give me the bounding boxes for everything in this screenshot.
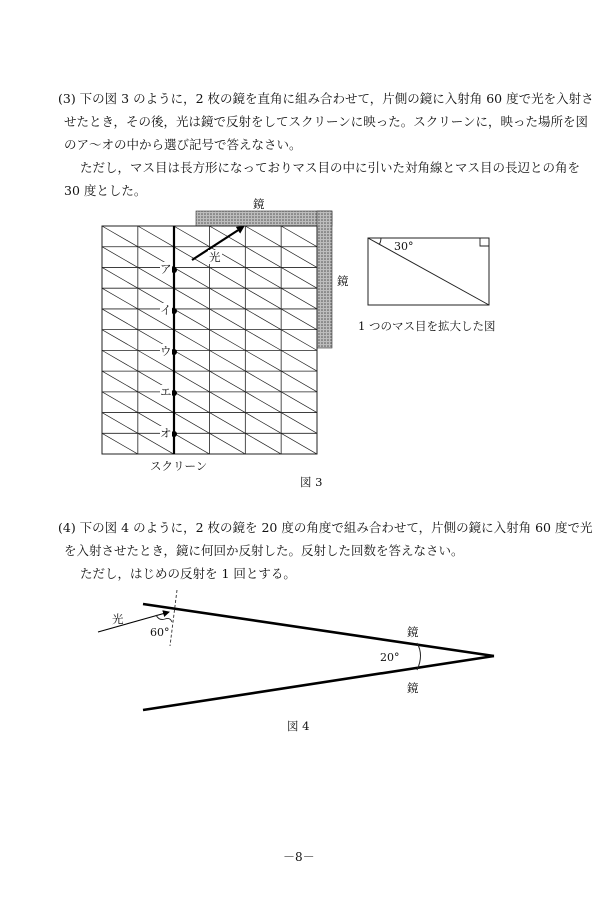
label-i: イ bbox=[160, 303, 172, 317]
label-u: ウ bbox=[160, 344, 172, 358]
vertex-angle-label: 20° bbox=[380, 651, 400, 664]
q3-line-1: (3) 下の図 3 のように，2 枚の鏡を直角に組み合わせて，片側の鏡に入射角 60 度で光を入射さ bbox=[58, 91, 594, 106]
figure-3-caption: 図 3 bbox=[300, 475, 323, 489]
fig4-light-label: 光 bbox=[112, 612, 124, 626]
q4-line-2: を入射させたとき，鏡に何回か反射した。反射した回数を答えなさい。 bbox=[64, 543, 464, 558]
incidence-angle-arc bbox=[156, 615, 172, 622]
mirror-top-label: 鏡 bbox=[253, 197, 265, 211]
q3-line-4: ただし，マス目は長方形になっておりマス目の中に引いた対角線とマス目の長辺との角を bbox=[80, 160, 581, 175]
screen-label: スクリーン bbox=[150, 459, 208, 473]
q3-line-2: せたとき，その後，光は鏡で反射をしてスクリーンに映った。スクリーンに，映った場所を図 bbox=[64, 114, 589, 129]
figure-4-caption: 図 4 bbox=[287, 719, 310, 733]
normal-line bbox=[170, 590, 177, 646]
fig4-mirror-top-label: 鏡 bbox=[407, 625, 419, 639]
inset-angle-label: 30° bbox=[394, 240, 414, 253]
label-e: エ bbox=[160, 385, 172, 399]
page-number: －8－ bbox=[283, 850, 315, 864]
label-a: ア bbox=[160, 262, 172, 276]
upper-mirror bbox=[143, 604, 494, 656]
q4-line-1: (4) 下の図 4 のように，2 枚の鏡を 20 度の角度で組み合わせて，片側の鏡に入射角 60 度で光 bbox=[58, 520, 593, 535]
incidence-angle-label: 60° bbox=[150, 626, 170, 639]
inset-caption: 1 つのマス目を拡大した図 bbox=[358, 319, 496, 333]
mirror-right-label: 鏡 bbox=[337, 274, 349, 288]
q3-line-5: 30 度とした。 bbox=[64, 183, 147, 198]
light-label: 光 bbox=[209, 250, 221, 264]
fig4-mirror-bottom-label: 鏡 bbox=[407, 681, 419, 695]
q4-line-3: ただし，はじめの反射を 1 回とする。 bbox=[80, 566, 296, 581]
lower-mirror bbox=[143, 656, 494, 710]
vertex-angle-arc bbox=[417, 643, 421, 670]
q3-line-3: のア～オの中から選び記号で答えなさい。 bbox=[64, 137, 302, 152]
label-o: オ bbox=[160, 426, 172, 440]
